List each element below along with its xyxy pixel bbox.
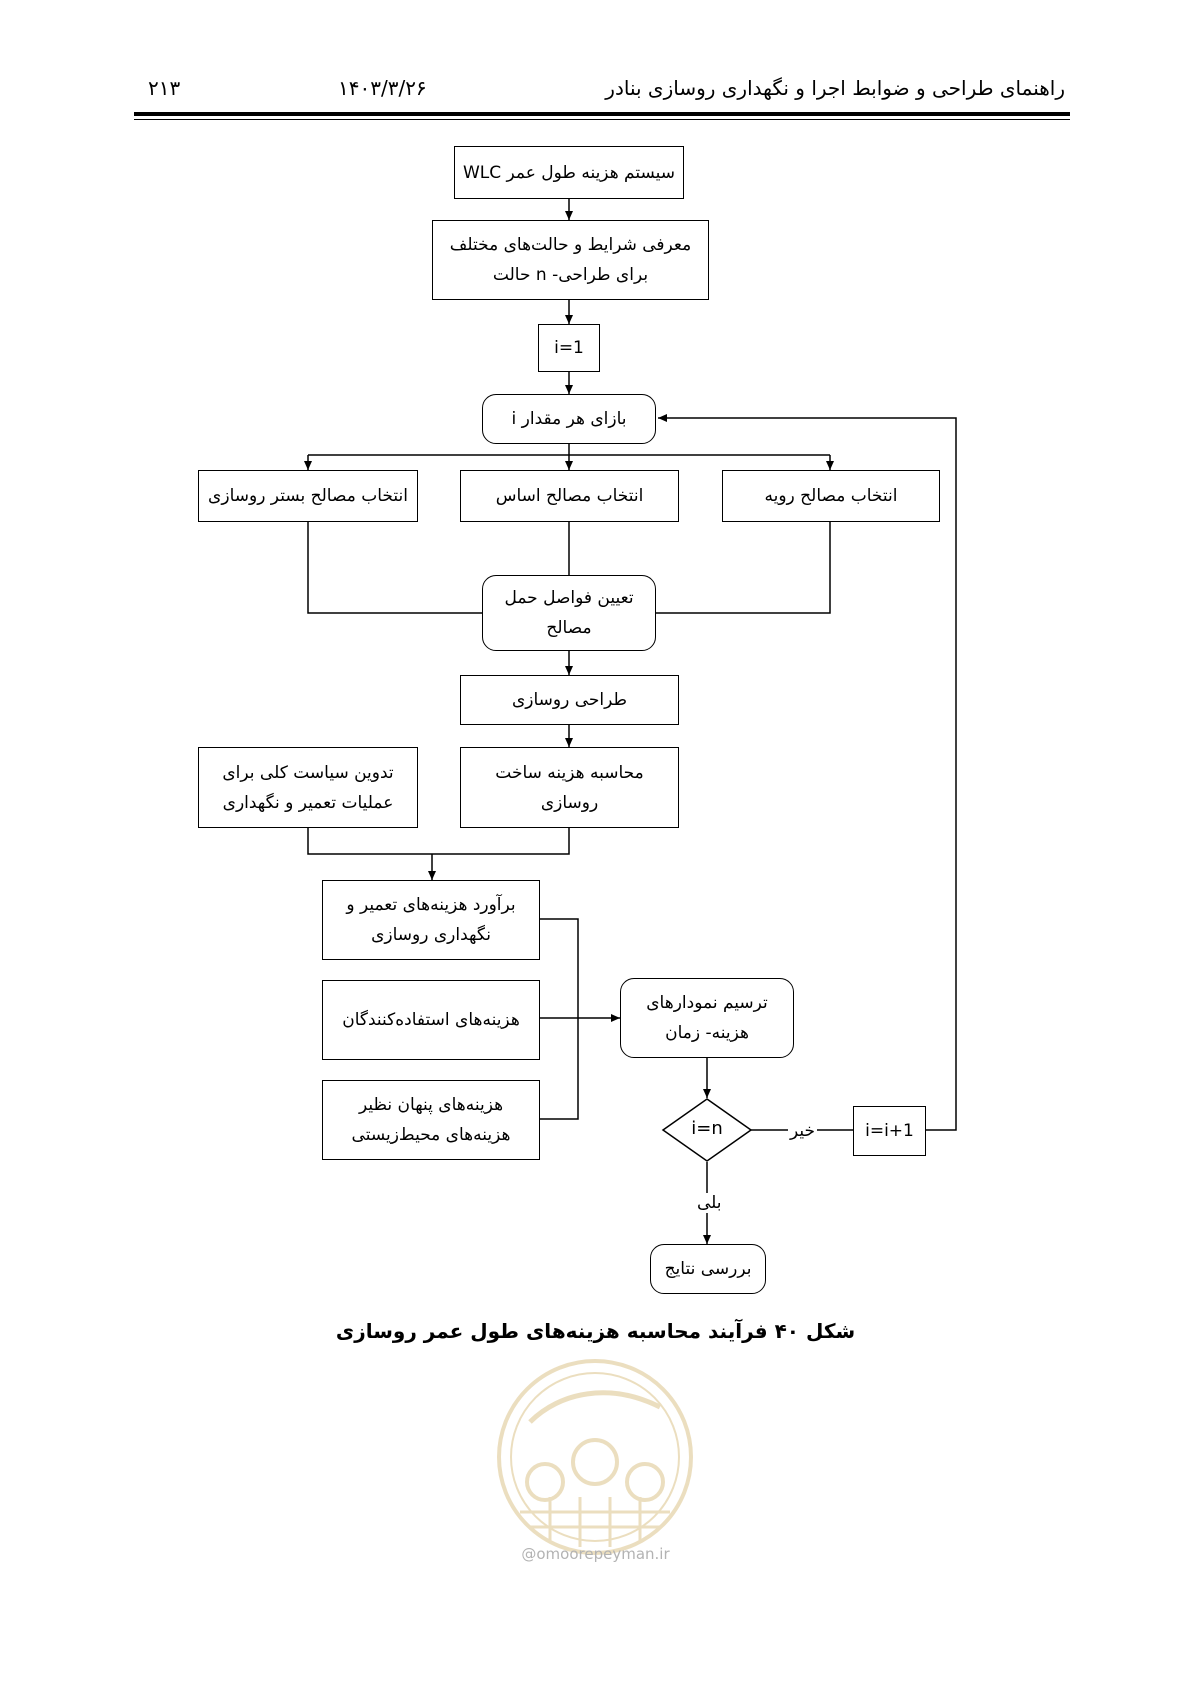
page-number: ۲۱۳ xyxy=(148,76,181,100)
header-title: راهنمای طراحی و ضوابط اجرا و نگهداری روسازی بنادر xyxy=(605,76,1065,100)
pavement-design-box: طراحی روسازی xyxy=(460,675,679,725)
line-surface-transport xyxy=(656,522,830,613)
header-date: ۱۴۰۳/۳/۲۶ xyxy=(338,76,427,100)
decision-label: i=n xyxy=(691,1118,723,1139)
wlc-system-box: سیستم هزینه طول عمر WLC xyxy=(454,146,684,199)
intro-line-2: برای طراحی- n حالت xyxy=(492,265,649,285)
hidden-line-2: هزینه‌های محیط‌زیستی xyxy=(351,1125,511,1145)
figure-caption: شکل ۴۰ فرآیند محاسبه هزینه‌های طول عمر روسازی xyxy=(335,1319,856,1343)
build-cost-line-1: محاسبه هزینه ساخت xyxy=(495,762,644,783)
intro-conditions-box xyxy=(432,220,709,300)
build-cost-box xyxy=(460,747,679,828)
maintenance-cost-box xyxy=(322,880,540,960)
watermark-seal-icon xyxy=(490,1352,700,1562)
init-box: i=1 xyxy=(538,324,600,372)
watermark-site: @omoorepeyman.ir xyxy=(521,1545,670,1563)
plot-line-2: هزینه- زمان xyxy=(665,1023,749,1043)
hidden-cost-box xyxy=(322,1080,540,1160)
line-maint-collector xyxy=(540,919,578,1119)
build-cost-line-2: روسازی xyxy=(540,792,599,813)
user-cost-box: هزینه‌های استفاده‌کنندگان xyxy=(322,980,540,1060)
yes-label: بلی xyxy=(697,1193,722,1213)
select-subgrade-box: انتخاب مصالح بستر روسازی xyxy=(198,470,418,522)
plot-line-1: ترسیم نمودارهای xyxy=(646,993,768,1013)
loop-box: بازای هر مقدار i xyxy=(482,394,656,444)
select-surface-box: انتخاب مصالح رویه xyxy=(722,470,940,522)
policy-box xyxy=(198,747,418,828)
no-label: خیر xyxy=(790,1121,816,1141)
hidden-line-1: هزینه‌های پنهان نظیر xyxy=(358,1095,504,1115)
increment-box: i=i+1 xyxy=(853,1106,926,1156)
transport-line-2: مصالح xyxy=(546,618,592,638)
line-subgrade-transport xyxy=(308,522,482,613)
maint-line-2: نگهداری روسازی xyxy=(371,925,491,945)
intro-line-1: معرفی شرایط و حالت‌های مختلف xyxy=(449,235,692,255)
select-base-box: انتخاب مصالح اساس xyxy=(460,470,679,522)
transport-distance-box xyxy=(482,575,656,651)
transport-line-1: تعیین فواصل حمل xyxy=(504,588,634,608)
maint-line-1: برآورد هزینه‌های تعمیر و xyxy=(346,895,516,915)
review-results-box: بررسی نتایج xyxy=(650,1244,766,1294)
cost-time-plot-box xyxy=(620,978,794,1058)
policy-line-2: عملیات تعمیر و نگهداری xyxy=(222,792,394,813)
policy-line-1: تدوین سیاست کلی برای xyxy=(222,762,394,783)
line-policy-merge xyxy=(308,828,569,854)
